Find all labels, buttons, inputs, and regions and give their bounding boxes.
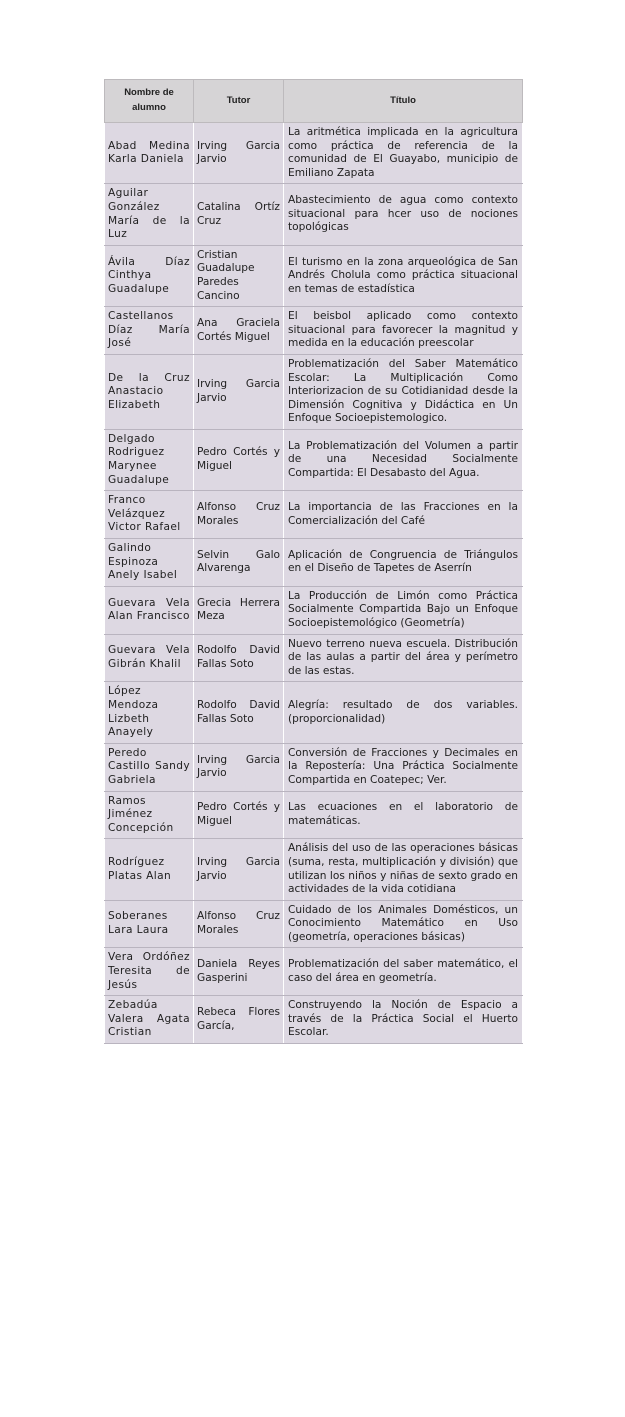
student-name-cell: Castellanos Díaz María José: [105, 307, 194, 355]
table-row: [105, 948, 523, 996]
thesis-title-cell: Nuevo terreno nueva escuela. Distribución de las aulas a partir del área y perímetro de las estas.: [284, 634, 523, 682]
student-name-cell: Vera Ordóñez Teresita de Jesús: [105, 948, 194, 996]
thesis-title-cell: Las ecuaciones en el laboratorio de matemáticas.: [284, 791, 523, 839]
thesis-title-cell: Cuidado de los Animales Domésticos, un Conocimiento Matemático en Uso (geometría, operaciones básicas): [284, 900, 523, 948]
thesis-title-cell: La importancia de las Fracciones en la Comercialización del Café: [284, 491, 523, 539]
tutor-cell: Alfonso Cruz Morales: [194, 491, 284, 539]
student-name-cell: Soberanes Lara Laura: [105, 900, 194, 948]
thesis-title-cell: Alegría: resultado de dos variables. (proporcionalidad): [284, 682, 523, 743]
header-student-name: Nombre de alumno: [105, 80, 194, 123]
table-row: [105, 354, 523, 429]
thesis-title-cell: Conversión de Fracciones y Decimales en la Repostería: Una Práctica Socialmente Compartida en Coatepec; Ver.: [284, 743, 523, 791]
thesis-title-cell: Problematización del saber matemático, el caso del área en geometría.: [284, 948, 523, 996]
student-name-cell: Zebadúa Valera Agata Cristian: [105, 996, 194, 1044]
table-row: [105, 123, 523, 184]
table-row: [105, 539, 523, 587]
tutor-cell: Irving Garcia Jarvio: [194, 123, 284, 184]
tutor-cell: Grecia Herrera Meza: [194, 586, 284, 634]
thesis-title-cell: Análisis del uso de las operaciones básicas (suma, resta, multiplicación y división) que utilizan los niños y niñas de sexto grado en actividades de la vida cotidiana: [284, 839, 523, 900]
tutor-cell: Daniela Reyes Gasperini: [194, 948, 284, 996]
table-row: [105, 184, 523, 245]
tutor-cell: Alfonso Cruz Morales: [194, 900, 284, 948]
table-row: [105, 307, 523, 355]
student-name-cell: Guevara Vela Gibrán Khalil: [105, 634, 194, 682]
student-name-cell: De la Cruz Anastacio Elizabeth: [105, 354, 194, 429]
thesis-title-cell: Aplicación de Congruencia de Triángulos en el Diseño de Tapetes de Aserrín: [284, 539, 523, 587]
table-row: [105, 682, 523, 743]
table-row: [105, 634, 523, 682]
tutor-cell: Catalina Ortíz Cruz: [194, 184, 284, 245]
header-tutor: Tutor: [194, 80, 284, 123]
tutor-cell: Rodolfo David Fallas Soto: [194, 634, 284, 682]
header-title: Título: [284, 80, 523, 123]
thesis-table: [104, 79, 523, 1044]
student-name-cell: Guevara Vela Alan Francisco: [105, 586, 194, 634]
thesis-title-cell: La aritmética implicada en la agricultura como práctica de referencia de la comunidad de El Guayabo, municipio de Emiliano Zapata: [284, 123, 523, 184]
student-name-cell: Delgado Rodriguez Marynee Guadalupe: [105, 429, 194, 490]
student-name-cell: Galindo Espinoza Anely Isabel: [105, 539, 194, 587]
tutor-cell: Irving Garcia Jarvio: [194, 839, 284, 900]
table-row: [105, 996, 523, 1044]
student-name-cell: López Mendoza Lizbeth Anayely: [105, 682, 194, 743]
tutor-cell: Rebeca Flores García,: [194, 996, 284, 1044]
tutor-cell: Pedro Cortés y Miguel: [194, 429, 284, 490]
table-row: [105, 429, 523, 490]
table-row: [105, 839, 523, 900]
student-name-cell: Peredo Castillo Sandy Gabriela: [105, 743, 194, 791]
table-header-row: [105, 80, 523, 123]
thesis-title-cell: Abastecimiento de agua como contexto situacional para hcer uso de nociones topológicas: [284, 184, 523, 245]
tutor-cell: Ana Graciela Cortés Miguel: [194, 307, 284, 355]
thesis-table-container: [104, 79, 522, 1044]
student-name-cell: Ávila Díaz Cinthya Guadalupe: [105, 245, 194, 306]
student-name-cell: Rodríguez Platas Alan: [105, 839, 194, 900]
table-row: [105, 900, 523, 948]
student-name-cell: Aguilar González María de la Luz: [105, 184, 194, 245]
thesis-title-cell: Problematización del Saber Matemático Escolar: La Multiplicación Como Interiorizacion de su Cotidianidad desde la Dimensión Cognitiva y Didáctica en Un Enfoque Socioepistemologico.: [284, 354, 523, 429]
tutor-cell: Cristian Guadalupe Paredes Cancino: [194, 245, 284, 306]
thesis-title-cell: El turismo en la zona arqueológica de San Andrés Cholula como práctica situacional en temas de estadística: [284, 245, 523, 306]
table-row: [105, 245, 523, 306]
thesis-title-cell: La Problematización del Volumen a partir de una Necesidad Socialmente Compartida: El Desabasto del Agua.: [284, 429, 523, 490]
student-name-cell: Abad Medina Karla Daniela: [105, 123, 194, 184]
tutor-cell: Irving Garcia Jarvio: [194, 743, 284, 791]
student-name-cell: Ramos Jiménez Concepción: [105, 791, 194, 839]
thesis-title-cell: El beisbol aplicado como contexto situacional para favorecer la magnitud y medida en la educación preescolar: [284, 307, 523, 355]
table-row: [105, 586, 523, 634]
student-name-cell: Franco Velázquez Victor Rafael: [105, 491, 194, 539]
table-row: [105, 743, 523, 791]
thesis-title-cell: Construyendo la Noción de Espacio a través de la Práctica Social el Huerto Escolar.: [284, 996, 523, 1044]
thesis-title-cell: La Producción de Limón como Práctica Socialmente Compartida Bajo un Enfoque Socioepistemológico (Geometría): [284, 586, 523, 634]
tutor-cell: Pedro Cortés y Miguel: [194, 791, 284, 839]
table-row: [105, 791, 523, 839]
tutor-cell: Irving Garcia Jarvio: [194, 354, 284, 429]
tutor-cell: Selvin Galo Alvarenga: [194, 539, 284, 587]
table-row: [105, 491, 523, 539]
tutor-cell: Rodolfo David Fallas Soto: [194, 682, 284, 743]
